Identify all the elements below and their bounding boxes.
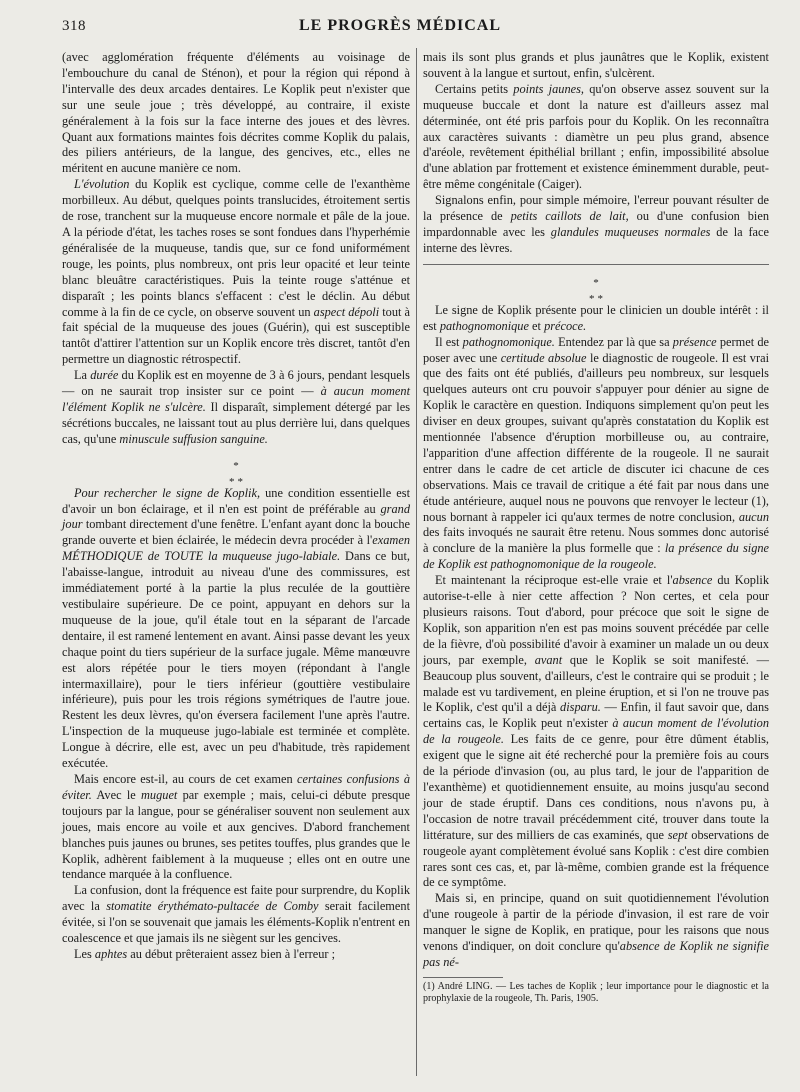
left-paragraph-aphtes: Les aphtes au début prêteraient assez bien à l'erreur ; xyxy=(74,946,336,961)
left-paragraph-recherche: Pour rechercher le signe de Koplik, une condition essentielle est d'avoir un bon éclairage, et il n'en est point de préférable au grand jour tombant directement d'une fenêtre. L'enfant ayant donc la bouche grande ouverte et bien éclairée, le médecin devra procéder à l'examen MÉTHODIQUE de TOUTE la muqueuse jugo-labiale. Dans ce but, l'abaisse-langue, introduit au niveau d'une des commissures, est immédiatement porté à la partie la plus reculée de la gouttière vestibulaire supérieure. De ce point, appuyant en dehors sur la muqueuse de la joue, qu'il étale tout en la séparant de l'arcade dentaire, il est ramené lentement en avant. Ainsi passe devant les yeux chaque point du tiers supérieur de la surface jugale. Même manœuvre est alors répétée pour le tiers moyen (répondant à l'angle intermaxillaire), pour le tiers inférieur (gouttière vestibulaire inférieure), puis pour les trois régions symétriques de l'autre joue. Restent les deux lèvres, qu'on éversera facilement l'une après l'autre. L'inspection de la muqueuse jugo-labiale est terminée et complète. Longue à décrire, elle est, avec un peu d'habitude, très rapidement exécutée. xyxy=(62,485,410,771)
left-paragraph-confusions: Mais encore est-il, au cours de cet examen certaines confusions à éviter. Avec le muguet par exemple ; mais, celui-ci débute presque toujours par la langue, pour se généraliser souvent non seulement aux joues, mais encore au voile et aux gencives. D'abord franchement blanches puis jaunes ou brunes, ses petites touffes, plus grandes que le Koplik, adhèrent faiblement à la muqueuse ; elles ont en outre une tendance marquée à la confluence. xyxy=(62,771,410,882)
right-column xyxy=(423,50,769,1005)
footnote-rule xyxy=(423,977,503,978)
right-paragraph-reciproque: Et maintenant la réciproque est-elle vraie et l'absence du Koplik autorise-t-elle à nier cette affection ? Non certes, et cela pour plusieurs raisons. Tout d'abord, pour précoce que soit le signe de Koplik, son apparition n'en est pas moins souvent précédée par celle de la fièvre, d'où possibilité d'avoir à examiner un malade un ou deux jours, par exemple, avant que le Koplik se soit manifesté. — Beaucoup plus souvent, d'ailleurs, c'est le contraire qui se produit ; le malade est vu tardivement, en pleine éruption, et si l'on ne trouve pas le Koplik, c'est qu'il a déjà disparu. — Enfin, il faut savoir que, dans certains cas, le Koplik peut n'exister à aucun moment de l'évolution de la rougeole. Les faits de ce genre, pour être dûment établis, exigent que le signe ait été recherché pour la première fois au cours de la période d'invasion (ou, au plus tard, le jour de l'apparition de l'exanthème) et quotidiennement ensuite, au moins jusqu'au second jour de stade éruptif. Dans ces conditions, nous n'avons pu, à l'occasion de notre travail précédemment cité, trouver dans toute la littérature, sur des milliers de cas examinés, que sept observations de rougeole ayant complètement évolué sans Koplik : c'est dire combien rares sont ces cas, et, par là-même, combien grande est la fréquence de ce symptôme. xyxy=(423,573,769,890)
section-rule xyxy=(423,264,769,265)
left-paragraph-1: (avec agglomération fréquente d'éléments au voisinage de l'embouchure du canal de Sténon), et pour la région qui répond à l'intervalle des deux arcades dentaires. Le Koplik peut n'exister que sur une seule joue ; très développé, au contraire, il existe généralement à la fois sur la face interne des joues et des lèvres. Quant aux formations maintes fois décrites comme Koplik du palais, des piliers antérieurs, de la langue, des gencives, etc., elles ne méritent en aucune manière ce nom. xyxy=(62,50,410,176)
journal-title: LE PROGRÈS MÉDICAL xyxy=(298,17,502,34)
right-paragraph-pathognomonique: Il est pathognomonique. Entendez par là que sa présence permet de poser avec une certitude absolue le diagnostic de rougeole. Il est vrai que des faits ont été publiés, d'ailleurs peu nombreux, sur lesquels quelques auteurs ont cru pouvoir s'appuyer pour dénier au signe de Koplik le caractère en question. Indiquons simplement qu'on peut les diviser en deux groupes, suivant qu'après constatation du Koplik est mentionnée l'absence d'éruption morbilleuse ou, au contraire, l'apparition d'une affection différente de la rougeole. Il ne saurait entrer dans le cadre de cet article de discuter ici chacune de ces observations. Mais ce travail de critique a été fait par nous dans une étude antérieure, auquel nous ne pouvons que renvoyer le lecteur (1), nous bornant à rappeler ici qu'aux termes de notre conclusion, aucun des faits invoqués ne saurait être retenu. Nous sommes donc autorisé à conclure de la manière la plus formelle que : la présence du signe de Koplik est pathognomonique de la rougeole. xyxy=(423,334,770,572)
left-column xyxy=(62,50,410,963)
left-paragraph-duree: La durée du Koplik est en moyenne de 3 à 6 jours, pendant lesquels — on ne saurait trop insister sur ce point — à aucun moment l'élément Koplik ne s'ulcère. Il disparaît, simplement détergé par les sécrétions buccales, ne laissant tout au plus derrière lui, dans quelques cas, qu'une minuscule suffusion sanguine. xyxy=(62,368,411,446)
left-paragraph-evolution: L'évolution du Koplik est cyclique, comme celle de l'exanthème morbilleux. Au début, quelques points translucides, étroitement sertis de rose, tranchent sur la muqueuse encore normale et pâle de la joue. A la période d'état, les taches roses se sont fondues dans l'hyperhémie généralisée de la muqueuse, tandis que, sur ce fond uniformément rouge, les points, plus nombreux, ont pris leur opacité et leur teinte blanc bleuâtre caractéristiques. Puis la teinte rouge s'atténue et disparaît ; les points blancs s'effacent : c'est le déclin. Au début comme à la fin de ce cycle, on observe souvent un aspect dépoli tout à fait spécial de la muqueuse des joues (Guérin), qui est susceptible tantôt d'attirer l'attention sur un Koplik encore très discret, tantôt d'en permettre un diagnostic rétrospectif. xyxy=(62,177,410,367)
page-number: 318 xyxy=(62,18,86,34)
left-paragraph-stomatite: La confusion, dont la fréquence est faite pour surprendre, du Koplik avec la stomatite érythémato-pultacée de Comby serait facilement évitée, si l'on se souvenait que jamais les éléments-Koplik n'entrent en coalescence et que jamais ils ne siègent sur les gencives. xyxy=(62,883,410,946)
page-header xyxy=(0,0,800,40)
section-separator: * * * xyxy=(228,459,244,488)
right-paragraph-conclusion: Mais si, en principe, quand on suit quotidiennement l'évolution d'une rougeole à partir de la période d'invasion, il est rare de voir manquer le signe de Koplik, en pratique, pour les raisons que nous venons d'indiquer, on doit conclure qu'absence de Koplik ne signifie pas né- xyxy=(423,891,769,969)
right-paragraph-1: mais ils sont plus grands et plus jaunâtres que le Koplik, existent souvent à la langue et surtout, enfin, s'ulcèrent. xyxy=(423,50,769,80)
right-paragraph-caillots: Signalons enfin, pour simple mémoire, l'erreur pouvant résulter de la présence de petits caillots de lait, ou d'une confusion bien impardonnable avec les glandules muqueuses normales de la face interne des lèvres. xyxy=(423,193,769,255)
footnote: (1) André LING. — Les taches de Koplik ; leur importance pour le diagnostic et la prophylaxie de la rougeole, Th. Paris, 1905. xyxy=(423,980,769,1004)
right-paragraph-points-jaunes: Certains petits points jaunes, qu'on observe assez souvent sur la muqueuse buccale et dont la nature est d'ailleurs assez mal déterminée, ont été pris parfois pour du Koplik. On les reconnaîtra aux caractères suivants : diamètre un peu plus grand, absence d'aréole, revêtement épithélial brillant ; enfin, impossibilité absolue d'une ablation par frottement et existence éminemment durable, peut-être même congénitale (Caiger). xyxy=(423,81,769,192)
section-separator: * * * xyxy=(588,276,604,305)
column-divider xyxy=(416,48,417,1076)
right-paragraph-double-interet: Le signe de Koplik présente pour le clinicien un double intérêt : il est pathognomonique et précoce. xyxy=(423,302,769,333)
